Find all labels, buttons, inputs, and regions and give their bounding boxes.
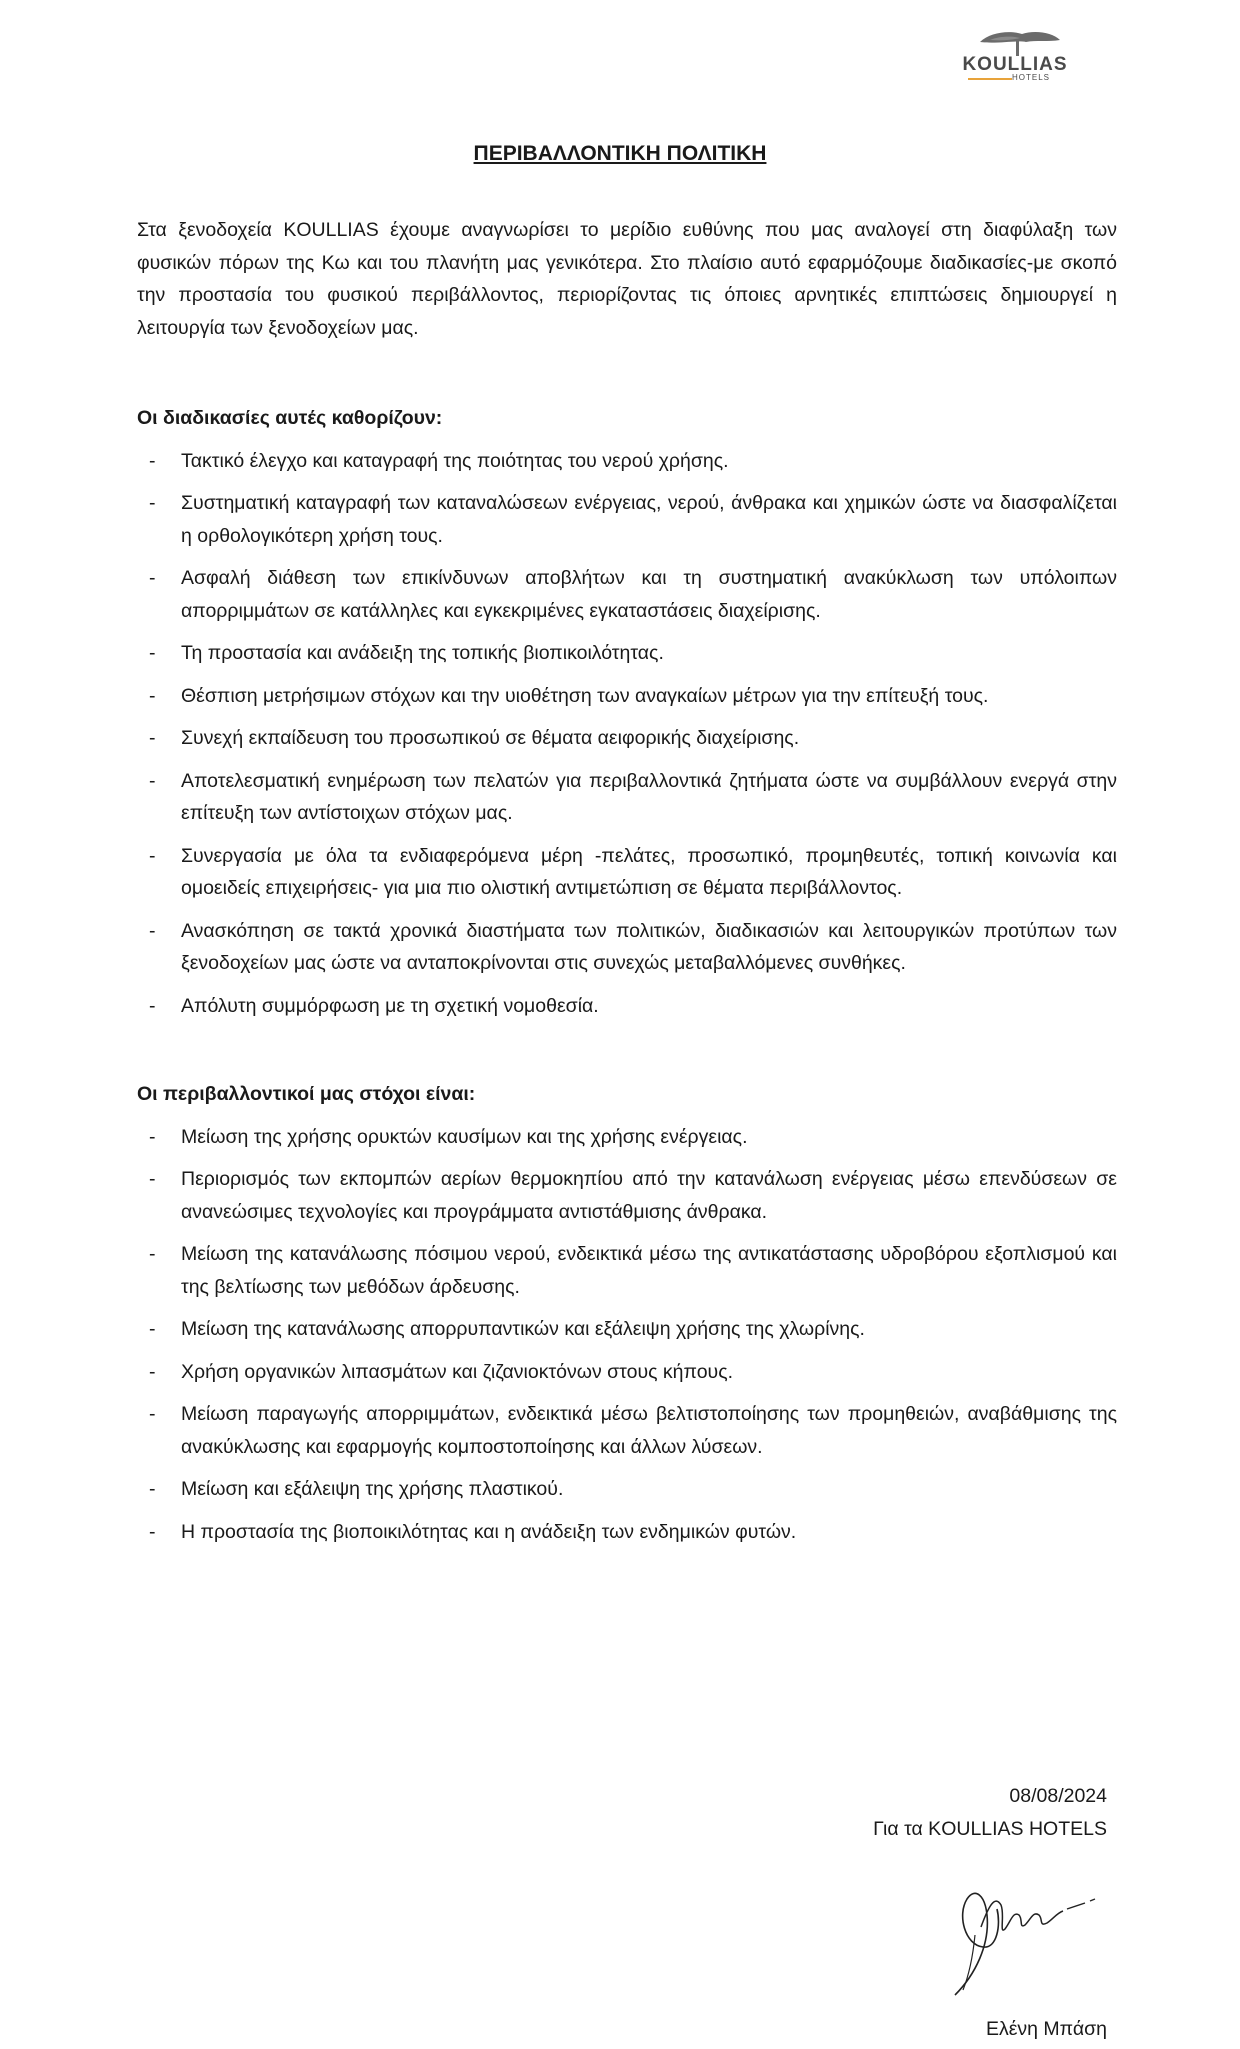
logo-brand: KOULLIAS [962,54,1068,75]
procedures-heading: Οι διαδικασίες αυτές καθορίζουν: [137,407,443,429]
list-item: - Ανασκόπηση σε τακτά χρονικά διαστήματα των πολιτικών, διαδικασιών και λειτουργικών προτύπων των ξενοδοχείων μας ώστε να ανταποκρίνονται στις συνεχώς μεταβαλλόμενες συνθήκες. [137,915,1117,980]
list-item: - Ασφαλή διάθεση των επικίνδυνων αποβλήτων και τη συστηματική ανακύκλωση των υπόλοιπων απορριμμάτων σε κατάλληλες και εγκεκριμένες εγκαταστάσεις διαχείρισης. [137,562,1117,627]
list-item: - Περιορισμός των εκπομπών αερίων θερμοκηπίου από την κατανάλωση ενέργειας μέσω επενδύσεων σε ανανεώσιμες τεχνολογίες και προγράμματα αντιστάθμισης άνθρακα. [137,1163,1117,1228]
list-item: - Συστηματική καταγραφή των καταναλώσεων ενέργειας, νερού, άνθρακα και χημικών ώστε να διασφαλίζεται η ορθολογικότερη χρήση τους. [137,487,1117,552]
signatory-name: Ελένη Μπάση [985,2018,1107,2040]
list-item: - Θέσπιση μετρήσιμων στόχων και την υιοθέτηση των αναγκαίων μέτρων για την επίτευξή τους. [137,680,1117,713]
company-logo [960,28,1070,84]
list-item: - Συνεργασία με όλα τα ενδιαφερόμενα μέρη -πελάτες, προσωπικό, προμηθευτές, τοπική κοινωνία και ομοειδείς επιχειρήσεις- για μια πιο ολιστική αντιμετώπιση σε θέματα περιβάλλοντος. [137,840,1117,905]
list-item: - Τη προστασία και ανάδειξη της τοπικής βιοπικοιλότητας. [137,637,1117,670]
signoff-organization: Για τα KOULLIAS HOTELS [873,1818,1107,1840]
handwritten-signature [935,1865,1105,2005]
goals-heading: Οι περιβαλλοντικοί μας στόχοι είναι: [137,1083,476,1105]
list-item: - Μείωση της κατανάλωσης απορρυπαντικών και εξάλειψη χρήσης της χλωρίνης. [137,1313,1117,1346]
goals-list [137,1121,1117,1549]
page-title: ΠΕΡΙΒΑΛΛΟΝΤΙΚΗ ΠΟΛΙΤΙΚΗ [473,142,767,165]
list-item: - Χρήση οργανικών λιπασμάτων και ζιζανιοκτόνων στους κήπους. [137,1356,1117,1389]
signoff-date: 08/08/2024 [1009,1785,1107,1807]
list-item: - Τακτικό έλεγχο και καταγραφή της ποιότητας του νερού χρήσης. [137,445,1117,478]
list-item: - Συνεχή εκπαίδευση του προσωπικού σε θέματα αειφορικής διαχείρισης. [137,722,1117,755]
intro-paragraph: Στα ξενοδοχεία KOULLIAS έχουμε αναγνωρίσει το μερίδιο ευθύνης που μας αναλογεί στη διαφύλαξη των φυσικών πόρων της Κω και του πλανήτη μας γενικότερα. Στο πλαίσιο αυτό εφαρμόζουμε διαδικασίες-με σκοπό την προστασία του φυσικού περιβάλλοντος, περιορίζοντας τις όποιες αρνητικές επιπτώσεις δημιουργεί η λειτουργία των ξενοδοχείων μας. [137,219,1117,339]
logo-sub: HOTELS [1012,73,1051,82]
policy-body [137,214,1117,1558]
procedures-list [137,445,1117,1023]
logo-accent-line [968,78,1012,80]
list-item: - Απόλυτη συμμόρφωση με τη σχετική νομοθεσία. [137,990,1117,1023]
list-item: - Μείωση παραγωγής απορριμμάτων, ενδεικτικά μέσω βελτιστοποίησης των προμηθειών, αναβάθμισης της ανακύκλωσης και εφαρμογής κομποστοποίησης και άλλων λύσεων. [137,1398,1117,1463]
list-item: - Μείωση και εξάλειψη της χρήσης πλαστικού. [137,1473,1117,1506]
list-item: - Η προστασία της βιοποικιλότητας και η ανάδειξη των ενδημικών φυτών. [137,1516,1117,1549]
list-item: - Αποτελεσματική ενημέρωση των πελατών για περιβαλλοντικά ζητήματα ώστε να συμβάλλουν ενεργά στην επίτευξη των αντίστοιχων στόχων μας. [137,765,1117,830]
list-item: - Μείωση της χρήσης ορυκτών καυσίμων και της χρήσης ενέργειας. [137,1121,1117,1154]
list-item: - Μείωση της κατανάλωσης πόσιμου νερού, ενδεικτικά μέσω της αντικατάστασης υδροβόρου εξοπλισμού και της βελτίωσης των μεθόδων άρδευσης. [137,1238,1117,1303]
